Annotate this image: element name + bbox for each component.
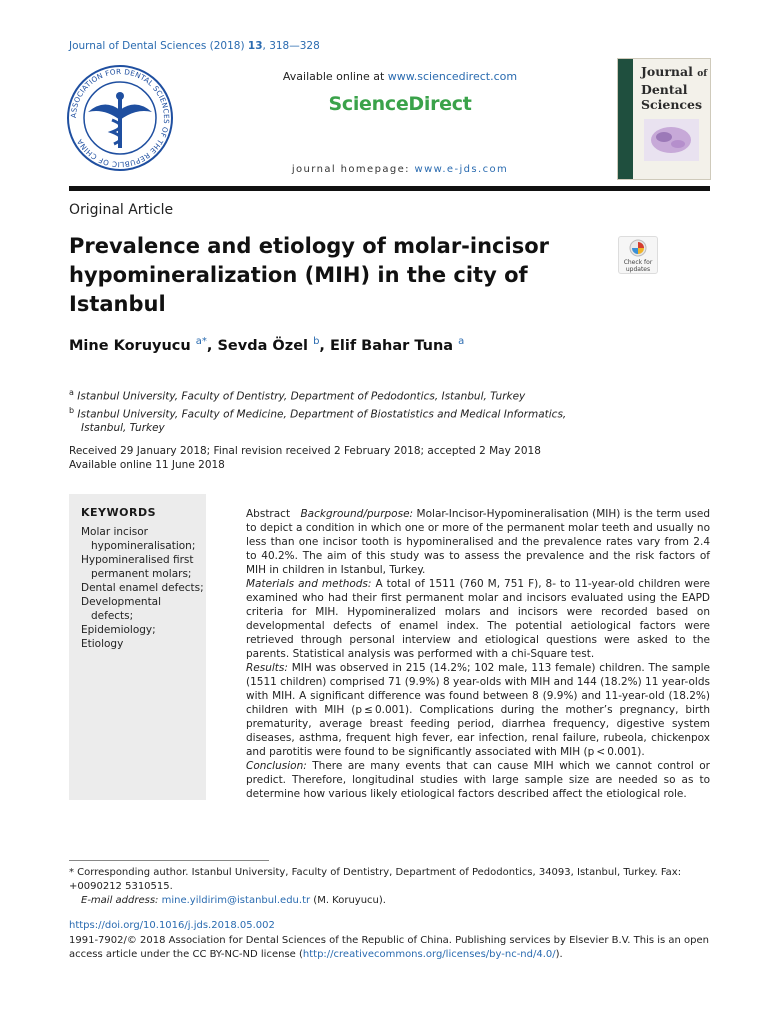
keyword-item: Dental enamel defects; [81, 582, 204, 594]
cover-title: Journal of Dental Sciences [641, 64, 708, 112]
keyword-item: Etiology [81, 638, 124, 650]
author-name[interactable]: Mine Koruyucu [69, 337, 191, 354]
keyword-item: Molar incisor hypomineralisation; [81, 526, 196, 552]
doi-link[interactable]: https://doi.org/10.1016/j.jds.2018.05.002 [69, 920, 275, 931]
check-updates-icon [629, 239, 647, 257]
cover-illustration [644, 119, 699, 161]
sciencedirect-link[interactable]: www.sciencedirect.com [387, 70, 518, 83]
header-rule [69, 186, 710, 191]
footnote-rule [69, 860, 269, 861]
received-dates: Received 29 January 2018; Final revision received 2 February 2018; accepted 2 May 2018 [69, 445, 541, 457]
affiliation-item: $^b$ Istanbul University, Faculty of Medicine, Department of Biostatistics and Medical Informatics, [69, 405, 567, 420]
license-statement: 1991-7902/© 2018 Association for Dental Sciences of the Republic of China. Publishing services by Elsevier B.V. This is an open access article under the CC BY-NC-ND license (http://creativecommons.org/licenses/by-nc-nd/4.0/). [69, 935, 710, 960]
corresponding-footnote: * Corresponding author. Istanbul University, Faculty of Dentistry, Department of Pedodontics, 34093, Istanbul, Turkey. Fax: +0090212 5310515. E-mail address: mine.yildirim@istanbul.edu.tr (M. Koruyucu). [69, 867, 682, 906]
abstract [246, 507, 710, 801]
keyword-item: Epidemiology; [81, 624, 156, 636]
article-dates [69, 444, 541, 472]
sciencedirect-logo: ScienceDirect [328, 93, 472, 115]
available-online-line: Available online at www.sciencedirect.com [282, 70, 518, 83]
license-link[interactable]: http://creativecommons.org/licenses/by-nc-nd/4.0/ [302, 949, 556, 960]
author-list: Mine Koruyucu $^{a*}$, Sevda Özel $^b$, Elif Bahar Tuna $^a$ [69, 336, 465, 354]
keywords-heading: KEYWORDS [81, 506, 157, 519]
email-link[interactable]: mine.yildirim@istanbul.edu.tr [161, 895, 311, 906]
available-online-date: Available online 11 June 2018 [69, 459, 225, 471]
affiliation-item: Istanbul, Turkey [81, 422, 165, 434]
abstract-methods: Materials and methods: A total of 1511 (760 M, 751 F), 8- to 11-year-old children were examined who had their first permanent molar and incisors evaluated using the EAPD criteria for MIH. Hypomineralized molars and incisors were recorded based on developmental defects of enamel index. The potential aetiological factors were retrieved through personal interview and etiological questions were asked to the parents. Statistical analysis was performed with a chi-Square test. [246, 578, 710, 660]
journal-homepage-link[interactable]: www.e-jds.com [414, 164, 509, 175]
society-logo [66, 64, 174, 172]
author-name[interactable]: Sevda Özel [217, 337, 308, 354]
check-for-updates-button[interactable]: Check for updates [618, 236, 658, 274]
publisher-header [200, 70, 600, 175]
affiliations [69, 386, 669, 435]
journal-cover[interactable] [617, 58, 711, 180]
abstract-results: Results: MIH was observed in 215 (14.2%; 102 male, 113 female) children. The sample (1511 children) comprised 71 (9.9%) 8 year-olds with MIH and 144 (18.2%) 11 year-olds with MIH. A significant difference was found between 8 (9.9%) and 11-year-old (18.2%) children with MIH (p ≤ 0.001). Complications during the mother’s pregnancy, birth prematurity, average breast feeding period, diarrhea frequency, digestive system diseases, asthma, frequent high fever, ear infection, renal failure, rubeola, chickenpox and parotitis were found to be significantly associated with MIH (p < 0.001). [246, 662, 710, 758]
affiliation-item: $^a$ Istanbul University, Faculty of Dentistry, Department of Pedodontics, Istanbul, Turkey [69, 388, 526, 403]
keyword-item: Developmental defects; [81, 596, 162, 622]
article-title: Prevalence and etiology of molar-incisor hypomineralization (MIH) in the city of Istanbul [69, 234, 549, 316]
article-type: Original Article [69, 202, 174, 218]
logo-ring-text: ASSOCIATION FOR DENTAL SCIENCES OF THE REPUBLIC OF CHINA [68, 66, 172, 170]
keyword-item: Hypomineralised first permanent molars; [81, 554, 194, 580]
journal-homepage-line: journal homepage: www.e-jds.com [291, 164, 509, 175]
keywords-box [69, 494, 206, 800]
author-name[interactable]: Elif Bahar Tuna [329, 337, 454, 354]
abstract-background: Abstract Background/purpose: Molar-Incisor-Hypomineralisation (MIH) is the term used to depict a condition in which one or more of the permanent molar teeth and usually no less than one incisor tooth is hypomineralised and the prevalence rates vary from 2.4 to 40.2%. The aim of this study was to assess the prevalence and the risk factors of MIH in children in Istanbul, Turkey. [246, 508, 710, 576]
journal-reference[interactable]: Journal of Dental Sciences (2018) 13, 318—328 [69, 40, 320, 52]
abstract-conclusion: Conclusion: There are many events that can cause MIH which we cannot control or predict. Therefore, longitudinal studies with large sample size are needed so as to determine how various likely etiological factors described affect the etiological role. [246, 760, 710, 800]
